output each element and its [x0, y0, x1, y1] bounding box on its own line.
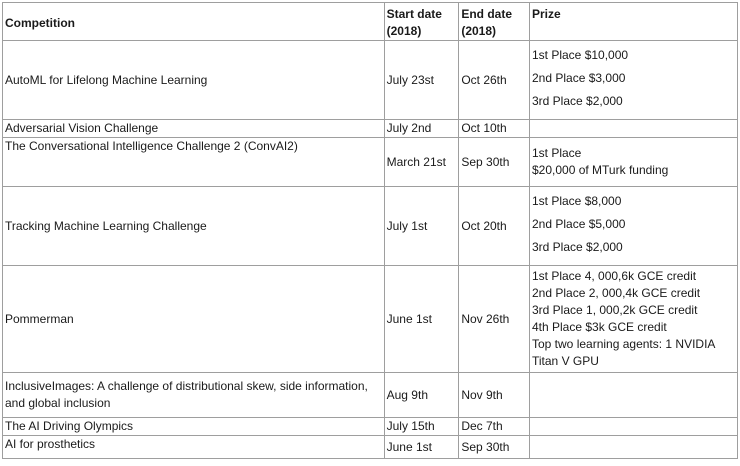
- competition-name: The Conversational Intelligence Challenge 2 (ConvAI2): [3, 138, 385, 187]
- prize-line: 1st Place: [532, 146, 582, 160]
- table-row: [3, 418, 738, 436]
- competition-name: AutoML for Lifelong Machine Learning: [3, 41, 385, 120]
- end-date: Dec 7th: [459, 418, 530, 436]
- table-row: [3, 436, 738, 459]
- start-date: July 15th: [384, 418, 459, 436]
- table-row: [3, 41, 738, 120]
- prize-cell: [530, 373, 738, 418]
- end-date: Nov 26th: [459, 266, 530, 373]
- prize-line: 3rd Place $2,000: [532, 240, 623, 254]
- prize-line: 4th Place $3k GCE credit: [532, 320, 667, 334]
- end-date: Oct 10th: [459, 120, 530, 138]
- competition-name: InclusiveImages: A challenge of distributional skew, side information, and global inclusion: [3, 373, 385, 418]
- prize-cell: [530, 41, 738, 120]
- prize-cell: [530, 138, 738, 187]
- header-prize: Prize: [530, 3, 738, 41]
- prize-line: Top two learning agents: 1 NVIDIA: [532, 337, 716, 351]
- competition-name: The AI Driving Olympics: [3, 418, 385, 436]
- table-header-row: [3, 3, 738, 41]
- competition-name: AI for prosthetics: [3, 436, 385, 459]
- prize-line: $20,000 of MTurk funding: [532, 163, 669, 177]
- table-row: [3, 187, 738, 266]
- competitions-table: [2, 2, 738, 459]
- prize-line: 3rd Place 1, 000,2k GCE credit: [532, 303, 698, 317]
- prize-line: 1st Place $8,000: [532, 194, 622, 208]
- end-date: Oct 26th: [459, 41, 530, 120]
- end-date: Sep 30th: [459, 138, 530, 187]
- table-row: [3, 120, 738, 138]
- end-date: Sep 30th: [459, 436, 530, 459]
- start-date: June 1st: [384, 266, 459, 373]
- competition-name: Pommerman: [3, 266, 385, 373]
- competition-name: Tracking Machine Learning Challenge: [3, 187, 385, 266]
- prize-cell: [530, 418, 738, 436]
- start-date: March 21st: [384, 138, 459, 187]
- prize-line: 3rd Place $2,000: [532, 94, 623, 108]
- start-date: June 1st: [384, 436, 459, 459]
- prize-line: 1st Place $10,000: [532, 48, 629, 62]
- end-date: Nov 9th: [459, 373, 530, 418]
- start-date: July 2nd: [384, 120, 459, 138]
- prize-line: 2nd Place $5,000: [532, 217, 626, 231]
- prize-line: 2nd Place 2, 000,4k GCE credit: [532, 286, 701, 300]
- prize-line: Titan V GPU: [532, 354, 599, 368]
- prize-cell: [530, 436, 738, 459]
- header-end-date: End date (2018): [459, 3, 530, 41]
- header-competition: Competition: [3, 3, 385, 41]
- competition-name: Adversarial Vision Challenge: [3, 120, 385, 138]
- start-date: July 23st: [384, 41, 459, 120]
- prize-line: 1st Place 4, 000,6k GCE credit: [532, 269, 697, 283]
- table-row: [3, 138, 738, 187]
- table-row: [3, 266, 738, 373]
- prize-cell: [530, 266, 738, 373]
- prize-cell: [530, 187, 738, 266]
- header-start-date: Start date (2018): [384, 3, 459, 41]
- prize-cell: [530, 120, 738, 138]
- start-date: July 1st: [384, 187, 459, 266]
- table-row: [3, 373, 738, 418]
- end-date: Oct 20th: [459, 187, 530, 266]
- prize-line: 2nd Place $3,000: [532, 71, 626, 85]
- start-date: Aug 9th: [384, 373, 459, 418]
